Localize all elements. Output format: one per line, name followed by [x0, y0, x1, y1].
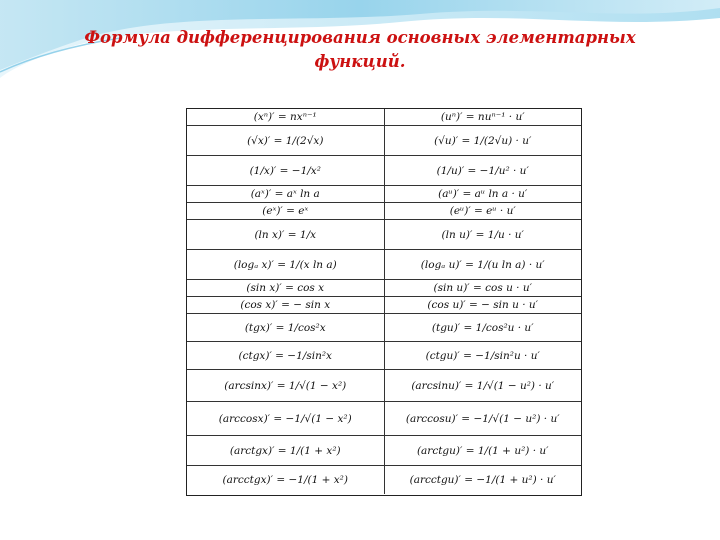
formula-cell-u: (eᵘ)′ = eᵘ · u′	[449, 205, 516, 217]
formula-cell-u: (ln u)′ = 1/u · u′	[441, 228, 524, 241]
table-row	[187, 436, 581, 466]
formula-cell-x: (eˣ)′ = eˣ	[187, 203, 385, 219]
derivative-formula-table	[186, 108, 582, 496]
formula-cell-u: (arcctgu)′ = −1/(1 + u²) · u′	[409, 474, 556, 486]
table-row	[187, 186, 581, 203]
formula-cell-x: (logₐ x)′ = 1/(x ln a)	[187, 250, 385, 279]
formula-cell-u: (1/u)′ = −1/u² · u′	[436, 164, 529, 177]
formula-cell-u: (aᵘ)′ = aᵘ ln a · u′	[438, 188, 528, 200]
table-row	[187, 314, 581, 342]
formula-cell-x: (√x)′ = 1/(2√x)	[187, 126, 385, 155]
table-row	[187, 126, 581, 156]
formula-cell-x: (ctgx)′ = −1/sin²x	[187, 342, 385, 369]
formula-cell-u: (logₐ u)′ = 1/(u ln a) · u′	[420, 258, 545, 271]
formula-cell-u: (√u)′ = 1/(2√u) · u′	[434, 134, 532, 147]
formula-cell-x: (tgx)′ = 1/cos²x	[187, 314, 385, 341]
formula-cell-x: (sin x)′ = cos x	[187, 280, 385, 296]
formula-cell-x: (cos x)′ = − sin x	[187, 297, 385, 313]
formula-cell-u: (uⁿ)′ = nuⁿ⁻¹ · u′	[440, 111, 525, 123]
title-line-1: Формула дифференцирования основных элементарных	[84, 28, 636, 47]
table-row	[187, 280, 581, 297]
table-row	[187, 109, 581, 126]
formula-cell-u: (arccosu)′ = −1/√(1 − u²) · u′	[405, 412, 560, 425]
title-line-2: функций.	[314, 52, 406, 71]
table-row	[187, 203, 581, 220]
formula-cell-u: (sin u)′ = cos u · u′	[433, 282, 532, 294]
formula-cell-x: (ln x)′ = 1/x	[187, 220, 385, 249]
formula-cell-u: (ctgu)′ = −1/sin²u · u′	[425, 349, 540, 362]
formula-cell-x: (xⁿ)′ = nxⁿ⁻¹	[187, 109, 385, 125]
table-row	[187, 297, 581, 314]
table-row	[187, 342, 581, 370]
table-row	[187, 466, 581, 494]
formula-cell-x: (arccosx)′ = −1/√(1 − x²)	[187, 402, 385, 435]
formula-cell-u: (arctgu)′ = 1/(1 + u²) · u′	[416, 444, 549, 457]
table-row	[187, 156, 581, 186]
formula-cell-u: (cos u)′ = − sin u · u′	[427, 299, 539, 311]
page-title	[40, 26, 680, 74]
formula-cell-x: (arcctgx)′ = −1/(1 + x²)	[187, 466, 385, 494]
formula-cell-x: (1/x)′ = −1/x²	[187, 156, 385, 185]
formula-cell-x: (arctgx)′ = 1/(1 + x²)	[187, 436, 385, 465]
formula-cell-x: (arcsinx)′ = 1/√(1 − x²)	[187, 370, 385, 401]
table-row	[187, 402, 581, 436]
table-row	[187, 250, 581, 280]
formula-cell-u: (arcsinu)′ = 1/√(1 − u²) · u′	[411, 379, 555, 392]
table-row	[187, 220, 581, 250]
formula-cell-x: (aˣ)′ = aˣ ln a	[187, 186, 385, 202]
table-row	[187, 370, 581, 402]
formula-cell-u: (tgu)′ = 1/cos²u · u′	[431, 321, 534, 334]
